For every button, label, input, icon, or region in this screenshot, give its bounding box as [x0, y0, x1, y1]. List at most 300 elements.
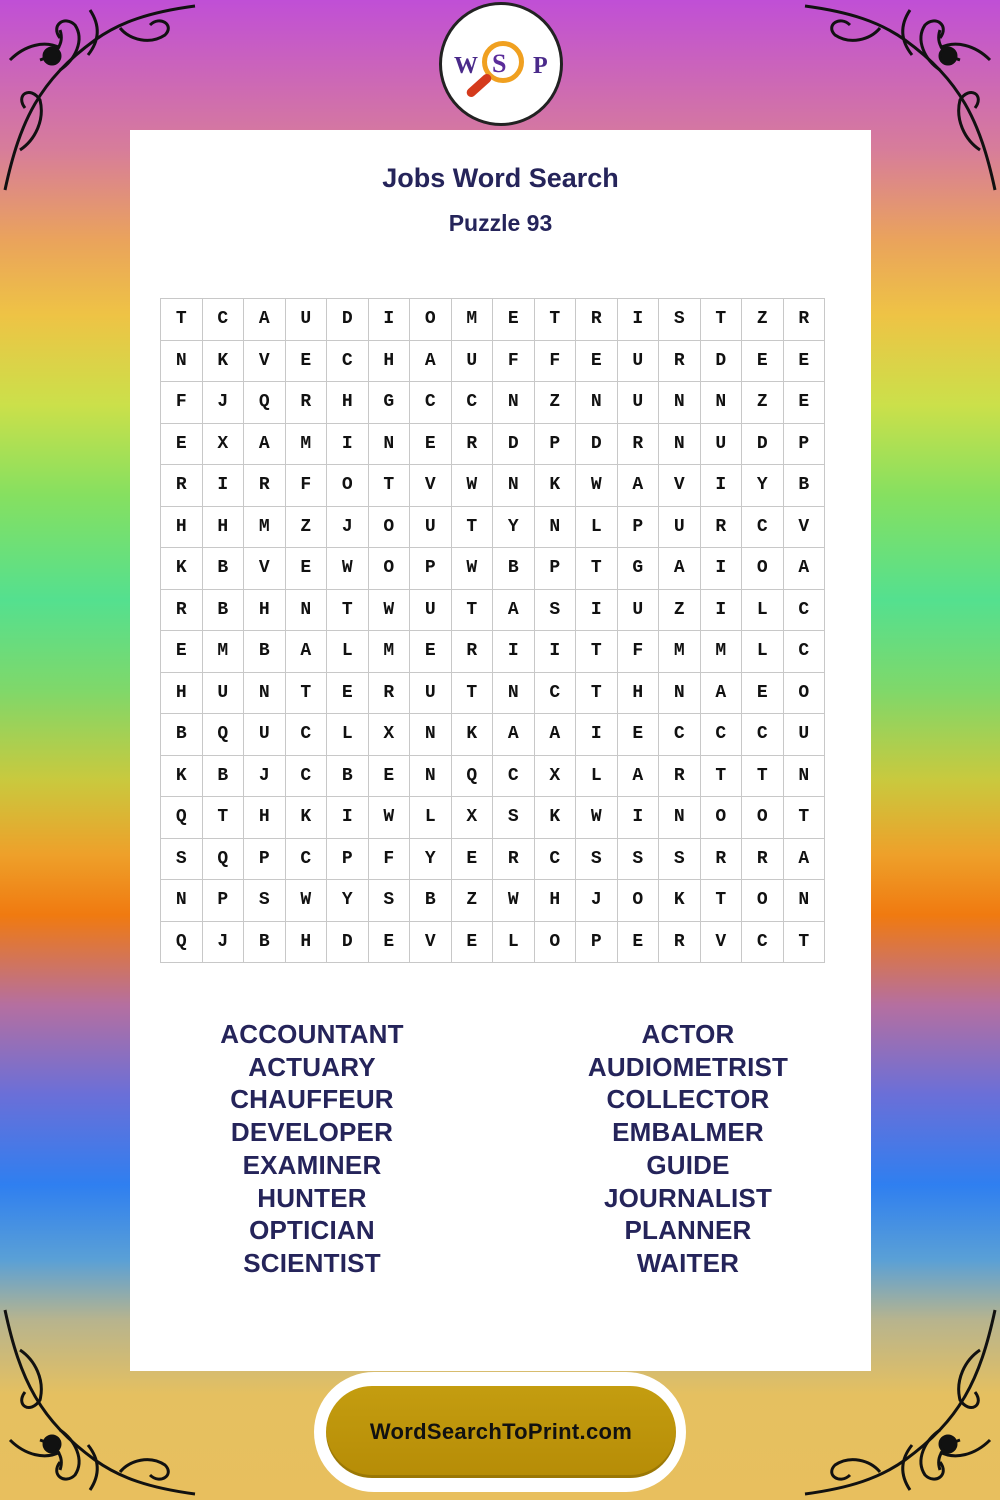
word-item: WAITER	[636, 1247, 740, 1278]
grid-cell[interactable]: B	[783, 465, 825, 507]
grid-cell[interactable]: E	[451, 838, 493, 880]
grid-row	[161, 755, 825, 797]
grid-cell[interactable]: U	[783, 714, 825, 756]
grid-cell[interactable]: O	[534, 921, 576, 963]
grid-cell[interactable]: D	[493, 423, 535, 465]
grid-cell[interactable]: R	[700, 506, 742, 548]
grid-cell[interactable]: M	[285, 423, 327, 465]
grid-cell[interactable]: U	[244, 714, 286, 756]
grid-cell[interactable]: G	[368, 382, 410, 424]
grid-cell[interactable]: I	[576, 714, 618, 756]
grid-cell[interactable]: E	[410, 423, 452, 465]
grid-cell[interactable]: R	[493, 838, 535, 880]
grid-cell[interactable]: E	[161, 423, 203, 465]
grid-cell[interactable]: S	[534, 589, 576, 631]
grid-cell[interactable]: E	[285, 548, 327, 590]
grid-cell[interactable]: I	[327, 797, 369, 839]
grid-cell[interactable]: F	[285, 465, 327, 507]
grid-cell[interactable]: I	[700, 589, 742, 631]
grid-cell[interactable]: Y	[410, 838, 452, 880]
grid-cell[interactable]: B	[493, 548, 535, 590]
grid-cell[interactable]: T	[161, 299, 203, 341]
grid-cell[interactable]: R	[451, 631, 493, 673]
grid-cell[interactable]: W	[451, 465, 493, 507]
grid-cell[interactable]: M	[368, 631, 410, 673]
grid-cell[interactable]: H	[285, 921, 327, 963]
grid-cell[interactable]: N	[493, 672, 535, 714]
grid-cell[interactable]: O	[327, 465, 369, 507]
grid-cell[interactable]: O	[617, 880, 659, 922]
grid-cell[interactable]: E	[742, 672, 784, 714]
grid-cell[interactable]: Y	[493, 506, 535, 548]
grid-cell[interactable]: U	[410, 506, 452, 548]
grid-row	[161, 838, 825, 880]
word-item: GUIDE	[646, 1149, 730, 1180]
grid-cell[interactable]: T	[783, 921, 825, 963]
grid-cell[interactable]: Q	[202, 838, 244, 880]
grid-cell[interactable]: C	[493, 755, 535, 797]
grid-cell[interactable]: B	[202, 755, 244, 797]
grid-cell[interactable]: T	[285, 672, 327, 714]
grid-cell[interactable]: C	[451, 382, 493, 424]
grid-cell[interactable]: B	[202, 589, 244, 631]
page-title: Jobs Word Search	[382, 163, 619, 193]
grid-cell[interactable]: D	[576, 423, 618, 465]
grid-cell[interactable]: U	[285, 299, 327, 341]
grid-cell[interactable]: S	[659, 838, 701, 880]
grid-cell[interactable]: C	[742, 921, 784, 963]
grid-cell[interactable]: F	[493, 340, 535, 382]
grid-cell[interactable]: C	[202, 299, 244, 341]
grid-cell[interactable]: A	[617, 755, 659, 797]
puzzle-card	[130, 130, 871, 1371]
grid-row	[161, 589, 825, 631]
word-item: JOURNALIST	[603, 1182, 773, 1213]
grid-cell[interactable]: P	[617, 506, 659, 548]
grid-cell[interactable]: A	[285, 631, 327, 673]
grid-cell[interactable]: A	[783, 838, 825, 880]
grid-cell[interactable]: X	[451, 797, 493, 839]
grid-cell[interactable]: N	[534, 506, 576, 548]
grid-cell[interactable]: B	[410, 880, 452, 922]
grid-cell[interactable]: P	[576, 921, 618, 963]
grid-cell[interactable]: R	[285, 382, 327, 424]
grid-cell[interactable]: N	[285, 589, 327, 631]
grid-cell[interactable]: N	[493, 465, 535, 507]
grid-cell[interactable]: X	[534, 755, 576, 797]
grid-cell[interactable]: H	[327, 382, 369, 424]
grid-cell[interactable]: S	[368, 880, 410, 922]
grid-cell[interactable]: T	[451, 589, 493, 631]
grid-cell[interactable]: N	[161, 880, 203, 922]
word-item: ACTUARY	[248, 1051, 376, 1082]
grid-cell[interactable]: I	[368, 299, 410, 341]
grid-cell[interactable]: E	[161, 631, 203, 673]
grid-cell[interactable]: A	[617, 465, 659, 507]
logo-letter-s: S	[492, 49, 507, 78]
word-item: HUNTER	[257, 1182, 367, 1213]
grid-cell[interactable]: U	[617, 340, 659, 382]
grid-cell[interactable]: H	[617, 672, 659, 714]
grid-cell[interactable]: W	[368, 797, 410, 839]
grid-cell[interactable]: F	[161, 382, 203, 424]
grid-cell[interactable]: J	[202, 382, 244, 424]
grid-cell[interactable]: T	[700, 880, 742, 922]
grid-cell[interactable]: Q	[202, 714, 244, 756]
grid-cell[interactable]: N	[410, 714, 452, 756]
grid-cell[interactable]: K	[534, 797, 576, 839]
grid-cell[interactable]: P	[534, 548, 576, 590]
grid-cell[interactable]: O	[368, 548, 410, 590]
grid-cell[interactable]: S	[493, 797, 535, 839]
grid-cell[interactable]: M	[659, 631, 701, 673]
grid-row	[161, 921, 825, 963]
word-item: COLLECTOR	[606, 1084, 770, 1115]
word-item: SCIENTIST	[243, 1247, 381, 1278]
grid-row	[161, 340, 825, 382]
word-item: DEVELOPER	[230, 1117, 394, 1148]
grid-cell[interactable]: B	[161, 714, 203, 756]
grid-cell[interactable]: U	[700, 423, 742, 465]
grid-cell[interactable]: C	[534, 672, 576, 714]
grid-cell[interactable]: L	[327, 714, 369, 756]
grid-cell[interactable]: E	[368, 755, 410, 797]
puzzle-number: Puzzle 93	[448, 210, 553, 236]
grid-cell[interactable]: X	[202, 423, 244, 465]
grid-row	[161, 714, 825, 756]
grid-cell[interactable]: I	[617, 299, 659, 341]
grid-row	[161, 465, 825, 507]
grid-cell[interactable]: I	[617, 797, 659, 839]
word-list-right	[538, 1018, 838, 1280]
grid-row	[161, 506, 825, 548]
grid-cell[interactable]: E	[783, 382, 825, 424]
grid-cell[interactable]: E	[783, 340, 825, 382]
grid-cell[interactable]: J	[202, 921, 244, 963]
grid-cell[interactable]: X	[368, 714, 410, 756]
grid-cell[interactable]: S	[576, 838, 618, 880]
grid-cell[interactable]: W	[368, 589, 410, 631]
grid-cell[interactable]: W	[451, 548, 493, 590]
grid-cell[interactable]: P	[534, 423, 576, 465]
grid-cell[interactable]: J	[576, 880, 618, 922]
grid-cell[interactable]: K	[285, 797, 327, 839]
grid-cell[interactable]: Y	[327, 880, 369, 922]
grid-cell[interactable]: V	[244, 548, 286, 590]
site-link-label: WordSearchToPrint.com	[369, 1419, 633, 1444]
grid-cell[interactable]: R	[576, 299, 618, 341]
logo-letter-p: P	[533, 53, 548, 79]
grid-cell[interactable]: N	[368, 423, 410, 465]
word-item: ACCOUNTANT	[220, 1019, 404, 1049]
grid-cell[interactable]: N	[410, 755, 452, 797]
grid-row	[161, 797, 825, 839]
grid-cell[interactable]: A	[493, 714, 535, 756]
grid-cell[interactable]: T	[534, 299, 576, 341]
grid-cell[interactable]: U	[410, 672, 452, 714]
grid-cell[interactable]: C	[659, 714, 701, 756]
word-list-left	[162, 1018, 462, 1280]
grid-cell[interactable]: N	[783, 880, 825, 922]
grid-cell[interactable]: I	[700, 465, 742, 507]
grid-cell[interactable]: C	[285, 714, 327, 756]
grid-cell[interactable]: H	[244, 797, 286, 839]
grid-cell[interactable]: K	[202, 340, 244, 382]
grid-cell[interactable]: H	[161, 672, 203, 714]
grid-cell[interactable]: O	[742, 797, 784, 839]
grid-cell[interactable]: B	[327, 755, 369, 797]
grid-cell[interactable]: T	[327, 589, 369, 631]
grid-cell[interactable]: L	[576, 506, 618, 548]
grid-cell[interactable]: R	[700, 838, 742, 880]
grid-cell[interactable]: T	[202, 797, 244, 839]
grid-cell[interactable]: H	[368, 340, 410, 382]
grid-cell[interactable]: C	[285, 755, 327, 797]
grid-cell[interactable]: O	[742, 880, 784, 922]
grid-cell[interactable]: B	[244, 921, 286, 963]
grid-cell[interactable]: J	[327, 506, 369, 548]
grid-cell[interactable]: E	[493, 299, 535, 341]
grid-cell[interactable]: T	[742, 755, 784, 797]
grid-cell[interactable]: A	[410, 340, 452, 382]
grid-cell[interactable]: S	[244, 880, 286, 922]
grid-cell[interactable]: S	[161, 838, 203, 880]
grid-cell[interactable]: N	[659, 382, 701, 424]
grid-cell[interactable]: C	[410, 382, 452, 424]
grid-cell[interactable]: I	[493, 631, 535, 673]
grid-cell[interactable]: R	[659, 755, 701, 797]
grid-cell[interactable]: N	[576, 382, 618, 424]
grid-cell[interactable]: A	[534, 714, 576, 756]
grid-cell[interactable]: T	[576, 631, 618, 673]
grid-cell[interactable]: N	[659, 672, 701, 714]
grid-cell[interactable]: O	[700, 797, 742, 839]
grid-cell[interactable]: W	[493, 880, 535, 922]
grid-cell[interactable]: B	[244, 631, 286, 673]
grid-cell[interactable]: V	[783, 506, 825, 548]
grid-cell[interactable]: E	[617, 921, 659, 963]
grid-cell[interactable]: S	[659, 299, 701, 341]
grid-cell[interactable]: L	[742, 631, 784, 673]
grid-cell[interactable]: G	[617, 548, 659, 590]
site-link-button[interactable]	[326, 1386, 676, 1478]
grid-cell[interactable]: T	[700, 299, 742, 341]
grid-cell[interactable]: R	[368, 672, 410, 714]
grid-cell[interactable]: Z	[534, 382, 576, 424]
grid-cell[interactable]: T	[451, 506, 493, 548]
grid-cell[interactable]: U	[410, 589, 452, 631]
grid-cell[interactable]: N	[700, 382, 742, 424]
grid-cell[interactable]: Z	[285, 506, 327, 548]
grid-cell[interactable]: F	[368, 838, 410, 880]
grid-cell[interactable]: C	[327, 340, 369, 382]
grid-cell[interactable]: B	[202, 548, 244, 590]
grid-cell[interactable]: T	[700, 755, 742, 797]
grid-cell[interactable]: D	[742, 423, 784, 465]
grid-cell[interactable]: Q	[244, 382, 286, 424]
grid-cell[interactable]: P	[202, 880, 244, 922]
grid-cell[interactable]: E	[576, 340, 618, 382]
grid-cell[interactable]: P	[410, 548, 452, 590]
grid-cell[interactable]: I	[534, 631, 576, 673]
word-item: EMBALMER	[612, 1117, 764, 1148]
grid-cell[interactable]: R	[244, 465, 286, 507]
grid-cell[interactable]: A	[244, 299, 286, 341]
grid-cell[interactable]: A	[659, 548, 701, 590]
grid-cell[interactable]: F	[534, 340, 576, 382]
word-item: CHAUFFEUR	[230, 1084, 394, 1115]
grid-cell[interactable]: U	[202, 672, 244, 714]
grid-cell[interactable]: D	[700, 340, 742, 382]
grid-cell[interactable]: J	[244, 755, 286, 797]
grid-cell[interactable]: E	[617, 714, 659, 756]
grid-cell[interactable]: N	[659, 797, 701, 839]
grid-cell[interactable]: E	[285, 340, 327, 382]
grid-cell[interactable]: Z	[451, 880, 493, 922]
grid-cell[interactable]: Q	[161, 797, 203, 839]
grid-cell[interactable]: Z	[742, 382, 784, 424]
grid-cell[interactable]: L	[410, 797, 452, 839]
grid-row	[161, 299, 825, 341]
grid-cell[interactable]: Q	[161, 921, 203, 963]
grid-cell[interactable]: W	[285, 880, 327, 922]
grid-cell[interactable]: O	[410, 299, 452, 341]
grid-cell[interactable]: U	[659, 506, 701, 548]
grid-cell[interactable]: N	[161, 340, 203, 382]
grid-cell[interactable]: P	[783, 423, 825, 465]
grid-cell[interactable]: T	[368, 465, 410, 507]
grid-cell[interactable]: R	[451, 423, 493, 465]
grid-cell[interactable]: L	[742, 589, 784, 631]
grid-row	[161, 672, 825, 714]
grid-cell[interactable]: W	[576, 797, 618, 839]
grid-cell[interactable]: U	[617, 589, 659, 631]
grid-cell[interactable]: C	[742, 714, 784, 756]
grid-cell[interactable]: V	[244, 340, 286, 382]
grid-cell[interactable]: K	[534, 465, 576, 507]
grid-cell[interactable]: W	[327, 548, 369, 590]
grid-row	[161, 382, 825, 424]
grid-cell[interactable]: K	[161, 548, 203, 590]
grid-row	[161, 548, 825, 590]
site-logo[interactable]	[439, 2, 563, 126]
grid-row	[161, 631, 825, 673]
grid-cell[interactable]: I	[327, 423, 369, 465]
grid-cell[interactable]: R	[617, 423, 659, 465]
grid-cell[interactable]: Z	[659, 589, 701, 631]
grid-cell[interactable]: S	[617, 838, 659, 880]
grid-cell[interactable]: D	[327, 921, 369, 963]
grid-cell[interactable]: R	[783, 299, 825, 341]
grid-cell[interactable]: V	[410, 465, 452, 507]
grid-cell[interactable]: N	[783, 755, 825, 797]
grid-cell[interactable]: C	[783, 589, 825, 631]
word-item: AUDIOMETRIST	[587, 1051, 789, 1082]
grid-cell[interactable]: L	[493, 921, 535, 963]
word-item: EXAMINER	[242, 1149, 382, 1180]
grid-cell[interactable]: Y	[742, 465, 784, 507]
grid-cell[interactable]: I	[576, 589, 618, 631]
grid-cell[interactable]: V	[659, 465, 701, 507]
grid-cell[interactable]: W	[576, 465, 618, 507]
grid-cell[interactable]: M	[451, 299, 493, 341]
grid-cell[interactable]: R	[659, 340, 701, 382]
grid-cell[interactable]: E	[368, 921, 410, 963]
grid-cell[interactable]: A	[783, 548, 825, 590]
grid-cell[interactable]: V	[410, 921, 452, 963]
grid-cell[interactable]: Q	[451, 755, 493, 797]
word-item: OPTICIAN	[249, 1215, 375, 1246]
grid-cell[interactable]: E	[451, 921, 493, 963]
grid-cell[interactable]: P	[244, 838, 286, 880]
grid-cell[interactable]: M	[202, 631, 244, 673]
grid-cell[interactable]: T	[576, 672, 618, 714]
grid-cell[interactable]: C	[700, 714, 742, 756]
grid-cell[interactable]: D	[327, 299, 369, 341]
grid-cell[interactable]: O	[368, 506, 410, 548]
grid-cell[interactable]: K	[451, 714, 493, 756]
grid-cell[interactable]: E	[327, 672, 369, 714]
grid-cell[interactable]: N	[659, 423, 701, 465]
grid-cell[interactable]: L	[327, 631, 369, 673]
grid-cell[interactable]: M	[244, 506, 286, 548]
grid-cell[interactable]: Z	[742, 299, 784, 341]
grid-row	[161, 880, 825, 922]
grid-cell[interactable]: O	[783, 672, 825, 714]
grid-cell[interactable]: C	[783, 631, 825, 673]
logo-letter-w: W	[454, 53, 478, 79]
grid-cell[interactable]: F	[617, 631, 659, 673]
word-item: PLANNER	[624, 1215, 752, 1246]
grid-cell[interactable]: C	[742, 506, 784, 548]
grid-cell[interactable]: I	[700, 548, 742, 590]
grid-cell[interactable]: U	[451, 340, 493, 382]
grid-cell[interactable]: N	[244, 672, 286, 714]
grid-cell[interactable]: E	[742, 340, 784, 382]
grid-cell[interactable]: O	[742, 548, 784, 590]
grid-cell[interactable]: N	[493, 382, 535, 424]
grid-cell[interactable]: U	[617, 382, 659, 424]
grid-cell[interactable]: K	[659, 880, 701, 922]
grid-cell[interactable]: M	[700, 631, 742, 673]
grid-cell[interactable]: H	[161, 506, 203, 548]
grid-cell[interactable]: K	[161, 755, 203, 797]
grid-cell[interactable]: H	[244, 589, 286, 631]
grid-cell[interactable]: P	[327, 838, 369, 880]
grid-cell[interactable]: E	[410, 631, 452, 673]
grid-cell[interactable]: C	[534, 838, 576, 880]
grid-cell[interactable]: L	[576, 755, 618, 797]
grid-cell[interactable]: H	[534, 880, 576, 922]
grid-cell[interactable]: R	[659, 921, 701, 963]
grid-cell[interactable]: T	[576, 548, 618, 590]
letter-grid	[160, 298, 825, 963]
grid-cell[interactable]: A	[700, 672, 742, 714]
grid-cell[interactable]: A	[493, 589, 535, 631]
grid-cell[interactable]: I	[202, 465, 244, 507]
grid-cell[interactable]: T	[451, 672, 493, 714]
grid-cell[interactable]: C	[285, 838, 327, 880]
word-item: ACTOR	[641, 1019, 735, 1049]
grid-cell[interactable]: R	[161, 465, 203, 507]
grid-cell[interactable]: V	[700, 921, 742, 963]
grid-cell[interactable]: T	[783, 797, 825, 839]
grid-row	[161, 423, 825, 465]
grid-cell[interactable]: H	[202, 506, 244, 548]
grid-cell[interactable]: A	[244, 423, 286, 465]
grid-cell[interactable]: R	[161, 589, 203, 631]
grid-cell[interactable]: R	[742, 838, 784, 880]
